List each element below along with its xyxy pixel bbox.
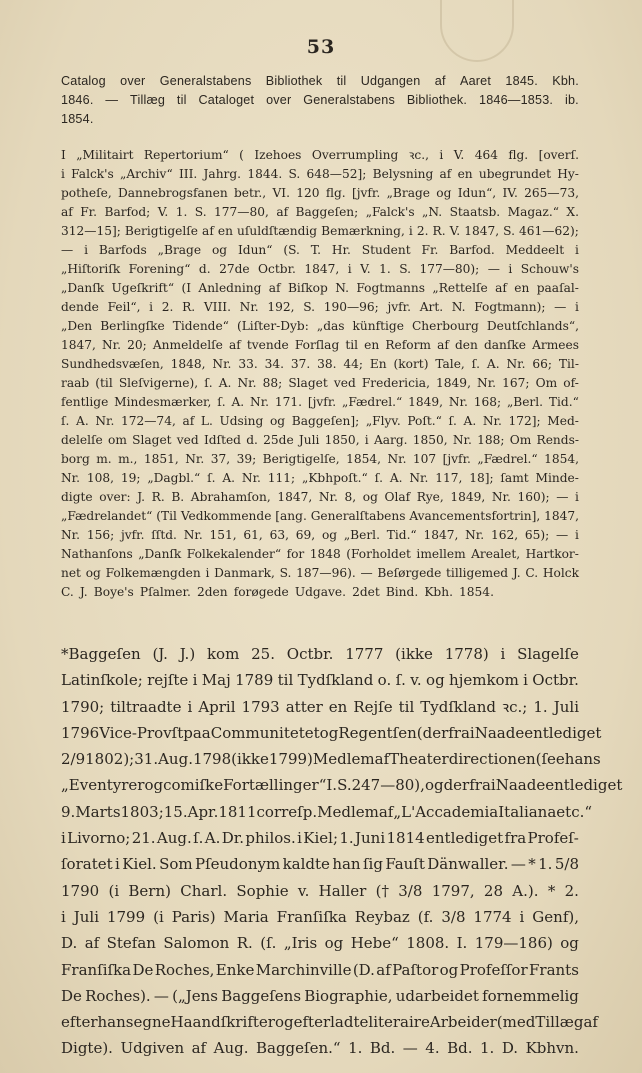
text-line: „Danſk Ugeſkrift“ (I Anledning af Biſkop N. Fogtmanns „Rettelſe af en paaſal-: [61, 281, 579, 295]
text-line: „Hiſtoriſk Forening“ d. 27de Octbr. 1847, i V. 1. S. 177—80); — i Schouw's: [61, 262, 579, 276]
text-line: — i Barfods „Brage og Idun“ (S. T. Hr. Student Fr. Barfod. Meddeelt i: [61, 243, 579, 257]
text-line: 1790 (i Bern) Charl. Sophie v. Haller († 3/8 1797, 28 A.). * 2.: [61, 881, 579, 900]
text-line: I „Militairt Repertorium“ ( Izehoes Overrumpling ꝛc., i V. 464 flg. [overſ.: [61, 148, 579, 162]
text-line: Franſiſka De Roches, Enke Marchinville (D. af Paſtor og Profeſſor Frants: [61, 960, 579, 979]
text-line: Latinſkole; rejſte i Maj 1789 til Tydſkland o. ſ. v. og hjemkom i Octbr.: [61, 671, 579, 690]
text-line: dende Feil“, i 2. R. VIII. Nr. 192, S. 190—96; jvfr. Art. N. Fogtmann); — i: [61, 300, 579, 314]
text-line: Sundhedsvæſen, 1848, Nr. 33. 34. 37. 38. 44; En (kort) Tale, ſ. A. Nr. 66; Til-: [61, 357, 579, 371]
text-line: fentlige Mindesmærker, ſ. A. Nr. 171. [jvfr. „Fædrel.“ 1849, Nr. 168; „Berl. Tid.“: [61, 395, 579, 409]
text-line: 312—15]; Berigtigelſe af en uſuldſtændig Bemærkning, i 2. R. V. 1847, S. 461—62);: [61, 224, 579, 238]
baggesen-entry: [61, 641, 623, 1062]
text-line: „Eventyrer og comiſke Fortællinger“ I. S. 247—80), og derfra i Naade entlediget: [61, 776, 623, 795]
text-line: potheſe, Dannebrogsfanen betr., VI. 120 flg. [jvfr. „Brage og Idun“, IV. 265—73,: [61, 186, 579, 200]
catalog-citation: [61, 72, 579, 129]
text-line: Nathanſons „Danſk Folkekalender“ for 1848 (Forholdet imellem Arealet, Hartkor-: [61, 547, 579, 561]
text-line: i Juli 1799 (i Paris) Maria Franſiſka Reybaz (f. 3/8 1774 i Genf),: [61, 907, 579, 926]
text-line: net og Folkemængden i Danmark, S. 187—96). — Beſørgede tilligemed J. C. Holck: [61, 566, 579, 580]
text-line: 1790; tiltraadte i April 1793 atter en Rejſe til Tydſkland ꝛc.; 1. Juli: [61, 697, 579, 716]
text-line: C. J. Boye's Pſalmer. 2den forøgede Udgave. 2det Bind. Kbh. 1854.: [61, 585, 494, 599]
text-line: digte over: J. R. B. Abrahamſon, 1847, Nr. 8, og Olaf Rye, 1849, Nr. 160); — i: [61, 490, 579, 504]
text-line: „Den Berlingſke Tidende“ (Liſter-Dyb: „das künftige Cherbourg Deutſchlands“,: [61, 319, 579, 333]
text-line: i Livorno; 21. Aug. ſ. A. Dr. philos. i Kiel; 1. Juni 1814 entlediget fra Profeſ-: [61, 829, 579, 848]
text-line: 2/9 1802); 31. Aug. 1798 (ikke 1799) Medlem af Theaterdirectionen (ſee hans: [61, 750, 601, 769]
text-line: i Falck's „Archiv“ III. Jahrg. 1844. S. 648—52]; Belysning af en ubegrundet Hy-: [61, 167, 579, 181]
page-number: 53: [306, 36, 336, 58]
text-line: 1796 Vice-Provſt paa Communitetet og Regentſen (derfra i Naade entlediget: [61, 723, 602, 742]
text-line: ſ. A. Nr. 172—74, af L. Udsing og Baggeſen]; „Flyv. Poſt.“ ſ. A. Nr. 172]; Med-: [61, 414, 579, 428]
text-line: 1854.: [61, 112, 94, 126]
text-line: af Fr. Barfod; V. 1. S. 177—80, af Baggeſen; „Falck's „N. Staatsb. Magaz.“ X.: [61, 205, 579, 219]
text-line: raab (til Sleſvigerne), ſ. A. Nr. 88; Slaget ved Fredericia, 1849, Nr. 167; Om of-: [61, 376, 579, 390]
text-line: Catalog over Generalstabens Bibliothek til Udgangen af Aaret 1845. Kbh.: [61, 74, 579, 88]
notes-paragraph: [61, 146, 579, 602]
text-line: borg m. m., 1851, Nr. 37, 39; Berigtigelſe, 1854, Nr. 107 [jvfr. „Fædrel.“ 1854,: [61, 452, 579, 466]
text-line: 9. Marts 1803; 15. Apr. 1811 correſp. Medlem af „L'Accademia Italiana etc.“: [61, 802, 593, 821]
text-line: efter hans egne Haandſkrifter og efterladte literaire Arbeider (med Tillæg af: [61, 1013, 598, 1032]
text-line: Nr. 108, 19; „Dagbl.“ ſ. A. Nr. 111; „Kbhpoſt.“ ſ. A. Nr. 117, 18]; ſamt Minde-: [61, 471, 579, 485]
text-line: Digte). Udgiven af Aug. Baggeſen.“ 1. Bd. — 4. Bd. 1. D. Kbhvn.: [61, 1039, 579, 1058]
text-line: D. af Stefan Salomon R. (ſ. „Iris og Hebe“ 1808. I. 179—186) og: [61, 934, 579, 953]
text-line: *Baggeſen (J. J.) kom 25. Octbr. 1777 (ikke 1778) i Slagelſe: [61, 645, 579, 663]
text-line: „Fædrelandet“ (Til Vedkommende [ang. Generalſtabens Avancementsfortrin], 1847,: [61, 509, 579, 523]
text-line: Nr. 156; jvfr. ſſtd. Nr. 151, 61, 63, 69, og „Berl. Tid.“ 1847, Nr. 162, 65); — i: [61, 528, 579, 542]
text-line: ſoratet i Kiel. Som Pſeudonym kaldte han ſig Fauſt Dänwaller. — * 1. 5/8: [61, 855, 579, 874]
text-line: De Roches). — („Jens Baggeſens Biographie, udarbeidet fornemmelig: [61, 986, 579, 1005]
text-line: 1847, Nr. 20; Anmeldelſe af tvende Forſlag til en Reform af den danſke Armees: [61, 338, 579, 352]
text-line: 1846. — Tillæg til Cataloget over Generalstabens Bibliothek. 1846—1853. ib.: [61, 93, 579, 107]
text-line: delelſe om Slaget ved Idſted d. 25de Juli 1850, i Aarg. 1850, Nr. 188; Om Rends-: [61, 433, 579, 447]
